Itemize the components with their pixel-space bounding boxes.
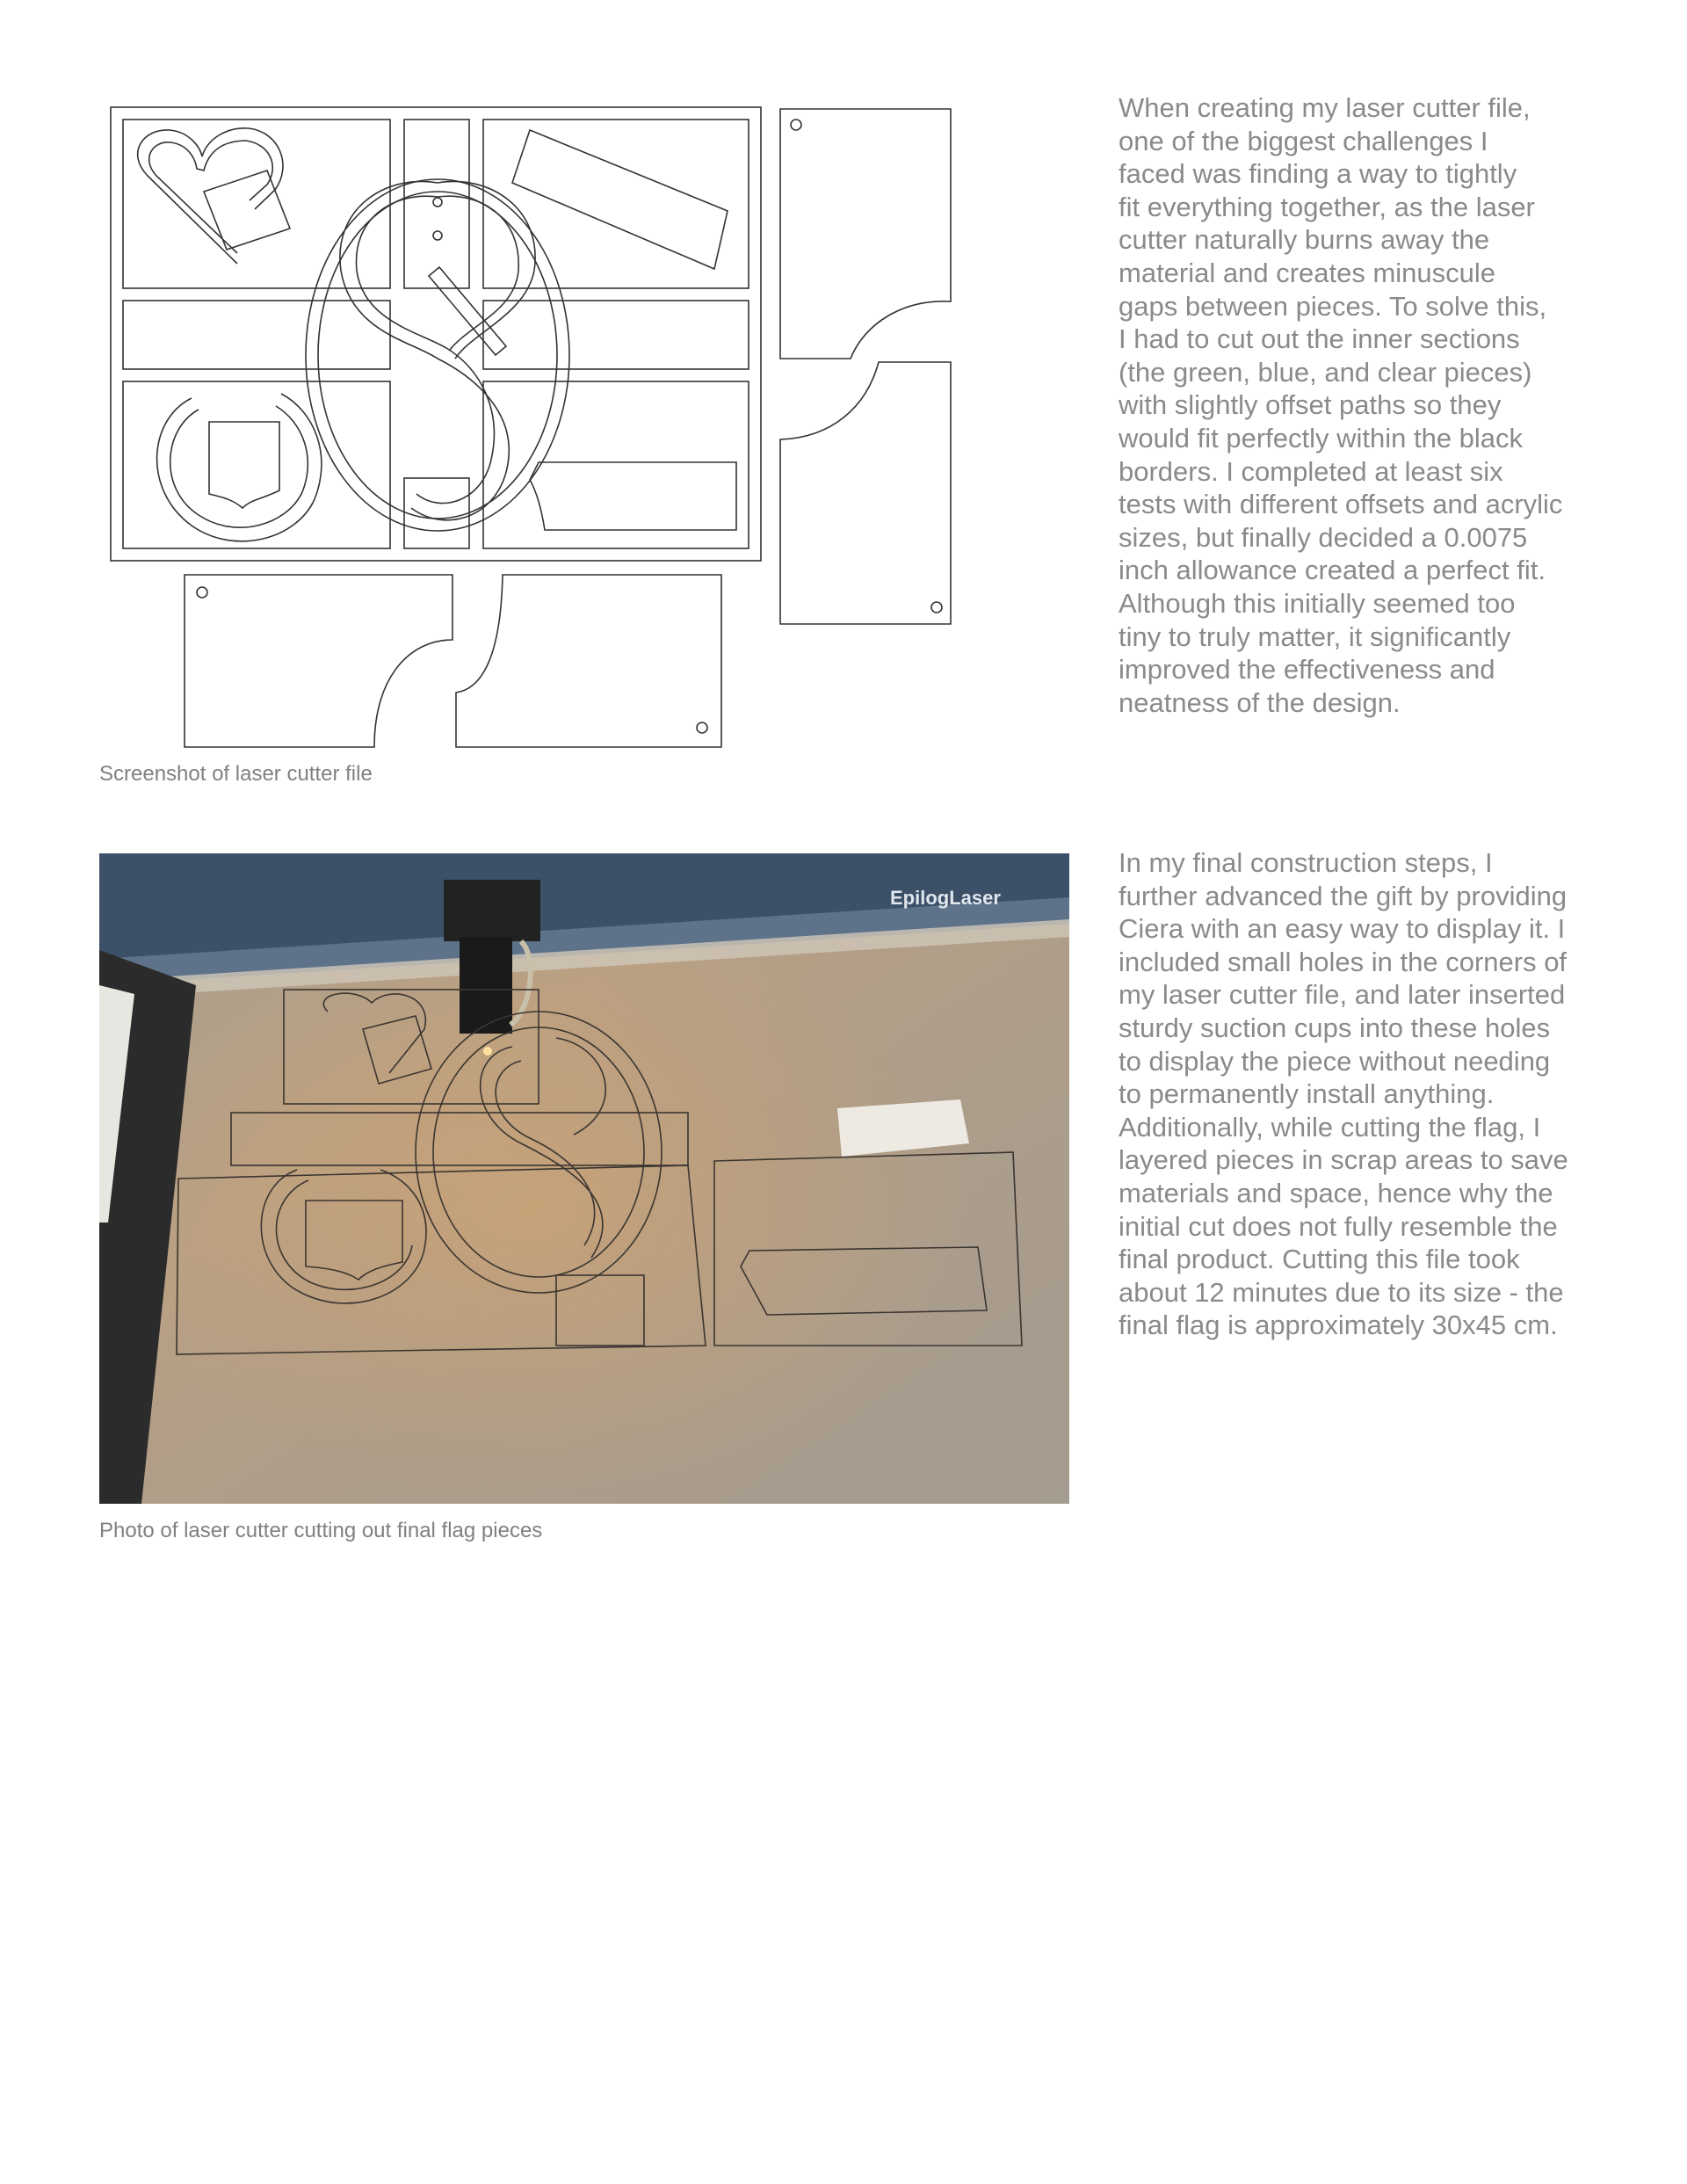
knot-loop-4: [438, 196, 518, 350]
compartment-bottom-middle: [404, 478, 469, 548]
knot-loop-3: [438, 181, 535, 359]
bottom-panel-left-hole: [197, 587, 207, 598]
compartment-top-middle: [404, 120, 469, 288]
ring-inner: [170, 406, 308, 527]
heart-outer: [138, 128, 283, 264]
side-panel-lower-hole: [931, 602, 942, 613]
laser-cutter-photo-illustration: [99, 853, 1069, 1504]
figure2-caption: Photo of laser cutter cutting out final flag pieces: [99, 1519, 543, 1542]
compartment-bottom-right: [483, 381, 749, 548]
compartment-mid-right: [483, 301, 749, 369]
compartment-bottom-left: [123, 381, 390, 548]
ring-outer: [157, 394, 322, 541]
paragraph-laser-file: When creating my laser cutter file, one of the biggest challenges I faced was finding a way to tightly fit everything together, as the laser cutter naturally burns away the material and creates minuscule gaps between pieces. To solve this, I had to cut out the inner sections (the green, blue, and clear pieces) with slightly offset paths so they would fit perfectly within the black borders. I completed at least six tests with different offsets and acrylic sizes, but finally decided a 0.0075 inch allowance created a perfect fit. Although this initially seemed too tiny to truly matter, it significantly improved the effectiveness and neatness of the design.: [1119, 92, 1563, 718]
side-panel-lower: [780, 362, 951, 624]
bottom-panel-right: [456, 575, 721, 747]
side-panel-upper-hole: [791, 120, 801, 130]
shield-shape: [209, 422, 279, 508]
heart-square: [204, 171, 290, 250]
knot-loop-2: [356, 196, 494, 503]
laser-cutter-file-figure: [95, 95, 974, 754]
paragraph-final-construction: In my final construction steps, I further advanced the gift by providing Ciera with an easy way to display it. I included small holes in the corners of my laser cutter file, and later inserted sturdy suction cups into these holes to display the piece without needing to permanently install anything. Additionally, while cutting the flag, I layered pieces in scrap areas to save materials and space, hence why the initial cut does not fully resemble the final product. Cutting this file took about 12 minutes due to its size - the final flag is approximately 30x45 cm.: [1119, 847, 1568, 1341]
knot-bar: [429, 267, 506, 355]
compartment-mid-left: [123, 301, 390, 369]
figure1-caption: Screenshot of laser cutter file: [99, 762, 373, 786]
knot-hole-mid: [433, 231, 442, 240]
knot-hole-top: [433, 198, 442, 207]
laser-head-carriage: [444, 880, 540, 941]
heart-inner: [149, 141, 273, 253]
laser-cutter-photo: [99, 853, 1069, 1504]
main-board-outline: [111, 107, 761, 561]
side-panel-upper: [780, 109, 951, 359]
laser-cutter-file-drawing: [95, 95, 974, 754]
tilted-rectangle: [512, 130, 728, 269]
brand-label: EpilogLaser: [890, 887, 1001, 909]
compartment-top-left: [123, 120, 390, 288]
bottom-right-rectangle: [530, 462, 736, 530]
laser-head: [460, 937, 512, 1034]
bottom-panel-right-hole: [697, 722, 707, 733]
bottom-panel-left: [185, 575, 453, 747]
